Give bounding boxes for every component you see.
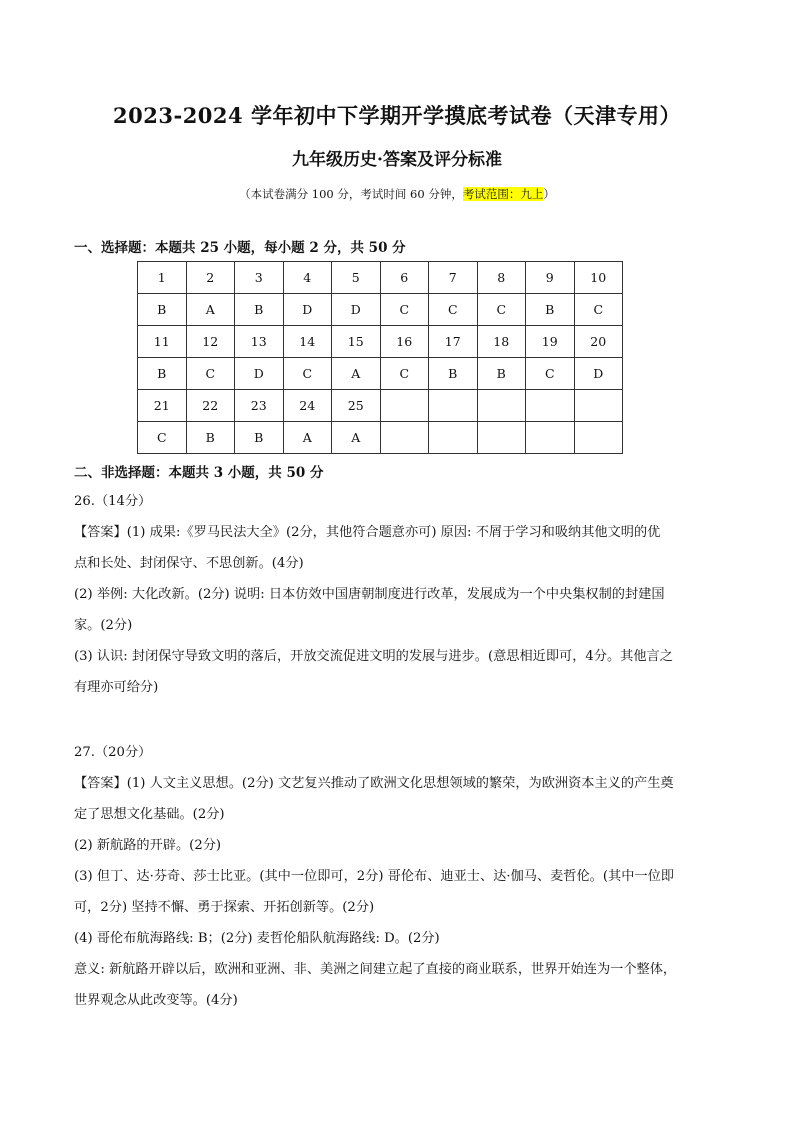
- answer-line: (4) 哥伦布航海路线: B；(2分) 麦哲伦船队航海路线: D。(2分): [74, 931, 440, 946]
- question-number-cell: 10: [574, 262, 623, 294]
- question-number-cell: [526, 390, 575, 422]
- question-number-cell: 17: [429, 326, 478, 358]
- question-number-cell: 7: [429, 262, 478, 294]
- question-number-cell: 9: [526, 262, 575, 294]
- answer-line: 世界观念从此改变等。(4分): [74, 993, 238, 1008]
- answer-line: 有理亦可给分): [74, 680, 159, 695]
- answer-line: 家。(2分): [74, 618, 133, 633]
- table-row-question-numbers: [138, 262, 623, 294]
- question-number-cell: 21: [138, 390, 187, 422]
- section-1-heading: 一、选择题：本题共 25 小题，每小题 2 分，共 50 分: [74, 240, 406, 256]
- answer-cell: B: [235, 422, 284, 454]
- question-number-cell: 25: [332, 390, 381, 422]
- answer-line: 【答案】(1) 成果:《罗马民法大全》(2分，其他符合题意亦可) 原因: 不屑于学习和吸纳其他文明的优: [74, 525, 661, 540]
- answer-line: (3) 认识: 封闭保守导致文明的落后，开放交流促进文明的发展与进步。(意思相近即可，4分。其他言之: [74, 649, 673, 664]
- answer-line: 点和长处、封闭保守、不思创新。(4分): [74, 556, 304, 571]
- answer-cell: B: [429, 358, 478, 390]
- question-number-cell: 14: [283, 326, 332, 358]
- question-number-cell: 13: [235, 326, 284, 358]
- question-27-number: 27.（20分）: [74, 745, 152, 760]
- question-number-cell: [574, 390, 623, 422]
- question-number-cell: [380, 390, 429, 422]
- question-number-cell: 3: [235, 262, 284, 294]
- answer-cell: D: [574, 358, 623, 390]
- answer-cell: C: [429, 294, 478, 326]
- question-number-cell: 8: [477, 262, 526, 294]
- question-number-cell: 18: [477, 326, 526, 358]
- question-number-cell: 15: [332, 326, 381, 358]
- answer-cell: C: [477, 294, 526, 326]
- answer-cell: C: [380, 294, 429, 326]
- question-number-cell: [429, 390, 478, 422]
- question-number-cell: 6: [380, 262, 429, 294]
- answer-cell: B: [526, 294, 575, 326]
- exam-scope-highlight: 考试范围：九上: [462, 187, 544, 201]
- answer-cell: C: [380, 358, 429, 390]
- answer-line: (2) 新航路的开辟。(2分): [74, 838, 222, 853]
- exam-note-suffix: ）: [543, 187, 555, 201]
- answer-cell: B: [186, 422, 235, 454]
- answer-cell: B: [138, 358, 187, 390]
- question-26-number: 26.（14分）: [74, 494, 152, 509]
- question-number-cell: 4: [283, 262, 332, 294]
- document-subtitle: 九年级历史·答案及评分标准: [292, 150, 502, 170]
- question-number-cell: 2: [186, 262, 235, 294]
- question-27-block: [74, 737, 724, 1016]
- answer-cell: C: [186, 358, 235, 390]
- answer-cell: [429, 422, 478, 454]
- question-number-cell: 24: [283, 390, 332, 422]
- answer-cell: D: [332, 294, 381, 326]
- question-number-cell: 12: [186, 326, 235, 358]
- answer-line: 定了思想文化基础。(2分): [74, 807, 225, 822]
- question-number-cell: 11: [138, 326, 187, 358]
- answer-line: (3) 但丁、达·芬奇、莎士比亚。(其中一位即可，2分) 哥伦布、迪亚士、达·伽马、麦哲伦。(其中一位即: [74, 869, 674, 884]
- table-row-answers: [138, 294, 623, 326]
- answer-table: [137, 261, 623, 454]
- question-number-cell: 20: [574, 326, 623, 358]
- answer-cell: A: [332, 358, 381, 390]
- question-number-cell: 1: [138, 262, 187, 294]
- answer-line: 可，2分) 坚持不懈、勇于探索、开拓创新等。(2分): [74, 900, 375, 915]
- question-number-cell: [477, 390, 526, 422]
- table-row-answers: [138, 422, 623, 454]
- answer-cell: [574, 422, 623, 454]
- answer-cell: [477, 422, 526, 454]
- answer-cell: D: [283, 294, 332, 326]
- answer-cell: B: [138, 294, 187, 326]
- answer-cell: A: [283, 422, 332, 454]
- question-26-block: [74, 486, 724, 703]
- question-number-cell: 19: [526, 326, 575, 358]
- answer-cell: D: [235, 358, 284, 390]
- answer-line: 意义: 新航路开辟以后，欧洲和亚洲、非、美洲之间建立起了直接的商业联系，世界开始连为一个整体，: [74, 962, 677, 977]
- document-title: 2023-2024 学年初中下学期开学摸底考试卷（天津专用）: [113, 103, 681, 128]
- answer-cell: B: [477, 358, 526, 390]
- answer-cell: C: [574, 294, 623, 326]
- answer-line: 【答案】(1) 人文主义思想。(2分) 文艺复兴推动了欧洲文化思想领域的繁荣，为欧洲资本主义的产生奠: [74, 776, 674, 791]
- question-number-cell: 16: [380, 326, 429, 358]
- answer-cell: C: [526, 358, 575, 390]
- table-row-question-numbers: [138, 390, 623, 422]
- exam-note: [0, 186, 794, 202]
- answer-cell: C: [283, 358, 332, 390]
- answer-cell: C: [138, 422, 187, 454]
- answer-cell: A: [186, 294, 235, 326]
- answer-cell: B: [235, 294, 284, 326]
- question-number-cell: 22: [186, 390, 235, 422]
- answer-cell: A: [332, 422, 381, 454]
- table-row-question-numbers: [138, 326, 623, 358]
- question-number-cell: 5: [332, 262, 381, 294]
- answer-cell: [380, 422, 429, 454]
- section-2-heading: 二、非选择题：本题共 3 小题，共 50 分: [74, 465, 324, 481]
- answer-cell: [526, 422, 575, 454]
- table-row-answers: [138, 358, 623, 390]
- answer-line: (2) 举例: 大化改新。(2分) 说明: 日本仿效中国唐朝制度进行改革，发展成为一个中央集权制的封建国: [74, 587, 665, 602]
- exam-note-prefix: （本试卷满分 100 分，考试时间 60 分钟，: [239, 187, 463, 201]
- question-number-cell: 23: [235, 390, 284, 422]
